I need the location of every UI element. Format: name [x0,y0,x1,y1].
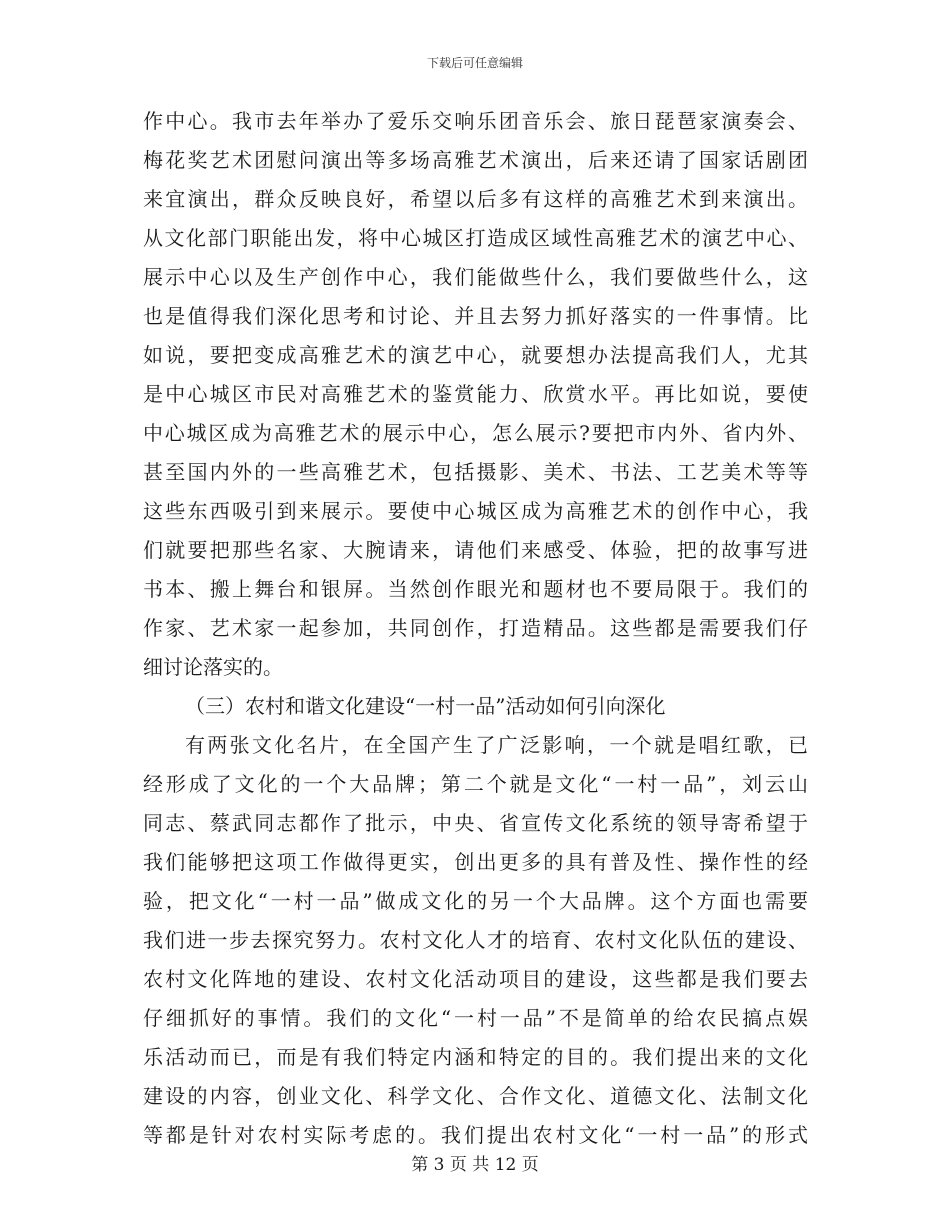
text-line: 经形成了文化的一个大品牌；第二个就是文化“一村一品”，刘云山 [143,772,808,796]
text-line: 书本、搬上舞台和银屏。当然创作眼光和题材也不要局限于。我们的 [143,577,808,601]
text-line: 中心城区成为高雅艺术的展示中心，怎么展示?要把市内外、省内外、 [143,421,808,445]
text-line: 乐活动而已，而是有我们特定内涵和特定的目的。我们提出来的文化 [143,1045,808,1069]
text-line: 我们能够把这项工作做得更实，创出更多的具有普及性、操作性的经 [143,850,808,874]
text-line: 同志、蔡武同志都作了批示，中央、省宣传文化系统的领导寄希望于 [143,811,808,835]
text-line: 我们进一步去探究努力。农村文化人才的培育、农村文化队伍的建设、 [143,928,808,952]
text-line: 如说，要把变成高雅艺术的演艺中心，就要想办法提高我们人，尤其 [143,343,808,367]
text-line: 建设的内容，创业文化、科学文化、合作文化、道德文化、法制文化 [143,1084,808,1108]
section-heading: （三）农村和谐文化建设“一村一品”活动如何引向深化 [185,694,666,718]
text-line: 展示中心以及生产创作中心，我们能做些什么，我们要做些什么，这 [143,265,808,289]
text-line: 这些东西吸引到来展示。要使中心城区成为高雅艺术的创作中心，我 [143,499,808,523]
text-line: 作家、艺术家一起参加，共同创作，打造精品。这些都是需要我们仔 [143,616,808,640]
text-line: 农村文化阵地的建设、农村文化活动项目的建设，这些都是我们要去 [143,967,808,991]
text-line: 等都是针对农村实际考虑的。我们提出农村文化“一村一品”的形式 [143,1123,808,1147]
text-line: 细讨论落实的。 [143,655,283,679]
text-line: 也是值得我们深化思考和讨论、并且去努力抓好落实的一件事情。比 [143,304,808,328]
page-header-note: 下载后可任意编辑 [426,56,523,70]
text-line: 梅花奖艺术团慰问演出等多场高雅艺术演出，后来还请了国家话剧团 [143,148,808,172]
text-line: 有两张文化名片，在全国产生了广泛影响，一个就是唱红歌，已 [185,733,808,757]
text-line: 仔细抓好的事情。我们的文化“一村一品”不是简单的给农民搞点娱 [143,1006,808,1030]
text-line: 作中心。我市去年举办了爱乐交响乐团音乐会、旅日琵琶家演奏会、 [143,109,808,133]
text-line: 是中心城区市民对高雅艺术的鉴赏能力、欣赏水平。再比如说，要使 [143,382,808,406]
page-number: 第 3 页 共 12 页 [411,1155,539,1175]
text-line: 从文化部门职能出发，将中心城区打造成区域性高雅艺术的演艺中心、 [143,226,808,250]
text-line: 验，把文化“一村一品”做成文化的另一个大品牌。这个方面也需要 [143,889,808,913]
text-line: 甚至国内外的一些高雅艺术，包括摄影、美术、书法、工艺美术等等 [143,460,808,484]
text-line: 来宜演出，群众反映良好，希望以后多有这样的高雅艺术到来演出。 [143,187,808,211]
document-body [143,102,808,1155]
text-line: 们就要把那些名家、大腕请来，请他们来感受、体验，把的故事写进 [143,538,808,562]
